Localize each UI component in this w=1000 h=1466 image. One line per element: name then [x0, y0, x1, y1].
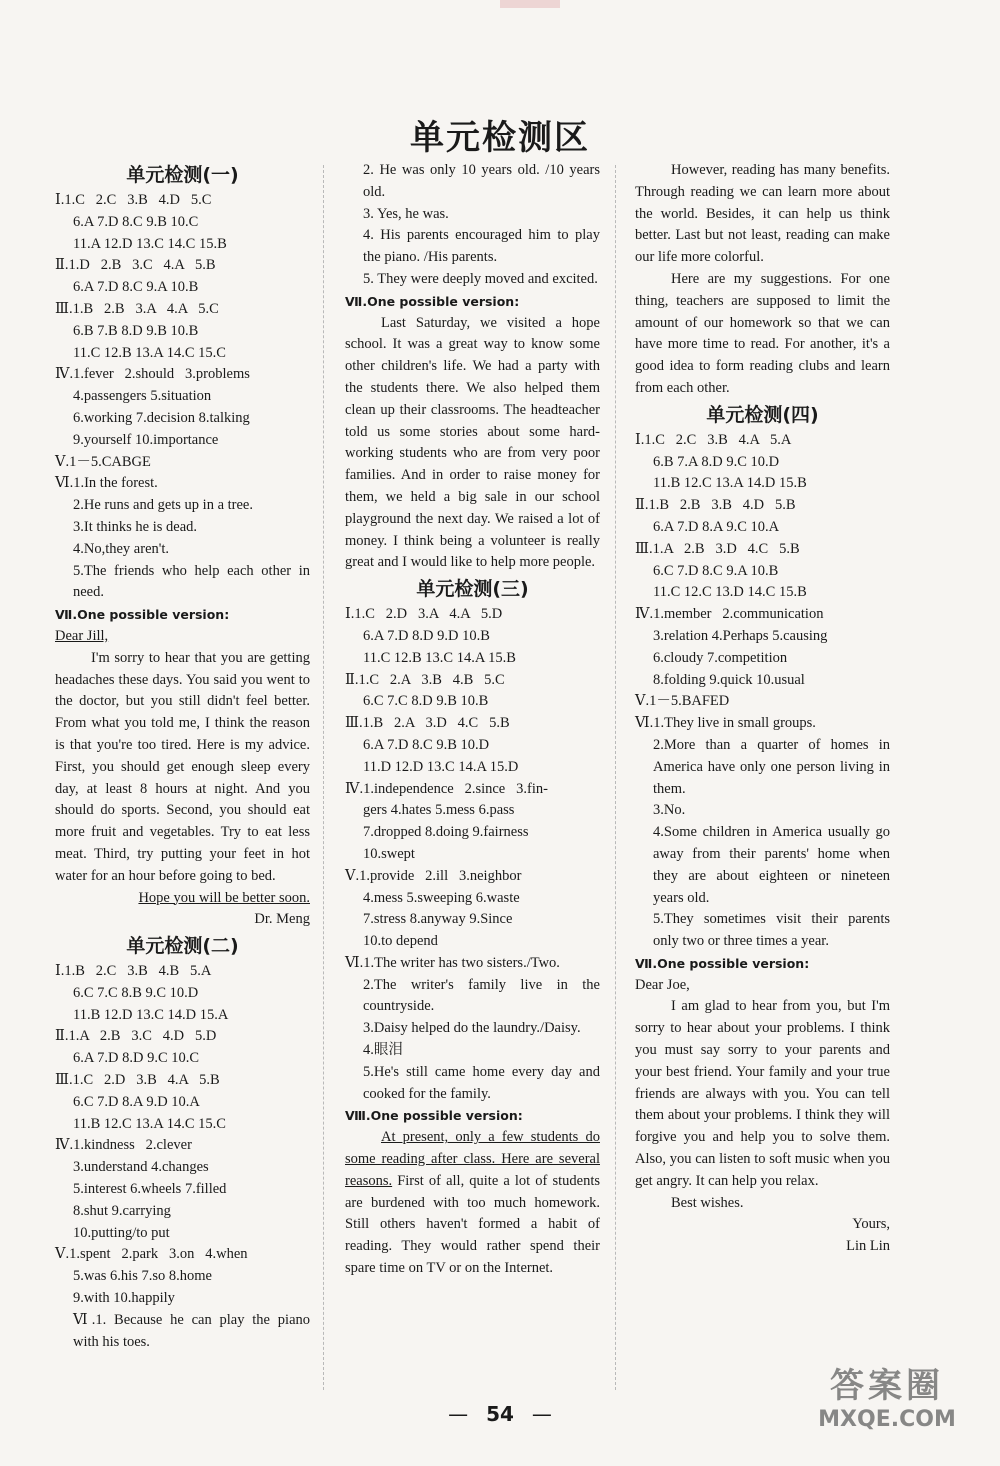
answer-line: 10.to depend — [363, 933, 438, 950]
answer-line: Ⅵ.1.In the forest. — [55, 475, 158, 492]
answer-column-3 — [635, 160, 890, 1258]
answer-line: Ⅰ.1.B 2.C 3.B 4.B 5.A — [55, 963, 212, 980]
answer-line: 6.B 7.A 8.D 9.C 10.D — [653, 453, 780, 470]
answer-line: 8.folding 9.quick 10.usual — [653, 671, 805, 688]
answer-line: Ⅴ.1－5.CABGE — [55, 453, 151, 470]
letter-closing — [55, 888, 310, 910]
answer-line: Ⅲ.1.C 2.D 3.B 4.A 5.B — [55, 1072, 220, 1089]
answer-line: 7.stress 8.anyway 9.Since — [363, 911, 513, 928]
version-label: Ⅶ.One possible version: — [345, 293, 520, 309]
letter-signoff: Dr. Meng — [254, 911, 310, 928]
answer-line: Ⅲ.1.B 2.A 3.D 4.C 5.B — [345, 715, 510, 732]
answer-line: 2.More than a quarter of homes in America have only one person living in them. — [653, 736, 890, 797]
answer-line: 6.C 7.C 8.D 9.B 10.B — [363, 693, 489, 710]
answer-line: 4. His parents encouraged him to play the piano. /His parents. — [363, 227, 600, 266]
answer-line: Ⅴ.1－5.BAFED — [635, 693, 730, 710]
column-divider-left — [323, 165, 324, 1390]
answer-line: 3. Yes, he was. — [363, 205, 449, 222]
answer-line: 9.with 10.happily — [73, 1290, 175, 1307]
answer-line: 2.He runs and gets up in a tree. — [73, 497, 253, 514]
answer-line: 11.C 12.C 13.D 14.C 15.B — [653, 584, 807, 601]
answer-line: 4.No,they aren't. — [73, 540, 170, 557]
answer-line: Ⅵ.1.They live in small groups. — [635, 715, 816, 732]
answer-line: 6.A 7.D 8.C 9.B 10.D — [363, 736, 490, 753]
answer-line: 10.putting/to put — [73, 1224, 170, 1241]
answer-line: 6.A 7.D 8.D 9.D 10.B — [363, 627, 490, 644]
letter-salutation: Dear Joe, — [635, 976, 690, 993]
answer-line: 5.The friends who help each other in need. — [73, 562, 310, 601]
answer-line: Ⅰ.1.C 2.C 3.B 4.D 5.C — [55, 192, 212, 208]
answer-line: 6.C 7.D 8.C 9.A 10.B — [653, 562, 779, 579]
answer-line: 4.眼泪 — [363, 1042, 403, 1059]
answer-line: 11.C 12.B 13.A 14.C 15.C — [73, 344, 226, 361]
letter-salutation: Dear Jill, — [55, 627, 109, 644]
answer-line: Ⅱ.1.C 2.A 3.B 4.B 5.C — [345, 671, 505, 688]
answer-line: 6.C 7.D 8.A 9.D 10.A — [73, 1093, 200, 1110]
answer-line: Ⅴ.1.provide 2.ill 3.neighbor — [345, 867, 522, 884]
answer-line: 4.passengers 5.situation — [73, 388, 212, 405]
answer-line: 11.D 12.D 13.C 14.A 15.D — [363, 758, 519, 775]
answer-line: 3.relation 4.Perhaps 5.causing — [653, 627, 828, 644]
answer-line: Ⅱ.1.B 2.B 3.B 4.D 5.B — [635, 497, 796, 514]
closing-text: Hope you will be better soon. — [138, 889, 310, 906]
answer-line: 6.A 7.D 8.D 9.C 10.C — [73, 1050, 200, 1067]
answer-line: 6.cloudy 7.competition — [653, 649, 788, 666]
page-number-value: 54 — [486, 1402, 514, 1426]
answer-line: 6.A 7.D 8.A 9.C 10.A — [653, 518, 780, 535]
answer-line: Ⅳ.1.kindness 2.clever — [55, 1137, 192, 1154]
answer-line: Ⅳ.1.member 2.communication — [635, 606, 824, 623]
answer-line: Ⅰ.1.C 2.D 3.A 4.A 5.D — [345, 606, 503, 623]
answer-line: Ⅵ.1. Because he can play the piano with his toes. — [73, 1311, 310, 1350]
answer-line: 4.Some children in America usually go away from their parents' home when they are about eighteen or nineteen years old. — [653, 824, 890, 906]
paragraph: Last Saturday, we visited a hope school. It was a great way to know some other children's life. We had a party with the students there. We also helped them clean up their classrooms. The headteacher told us some stories about some hard-working students who are from very poor families. And in order to raise money for them, we held a big sale in our school playground the next day. We raised a lot of money. I think being a volunteer is really great and I would like to help more people. — [345, 314, 600, 571]
page-title: 单元检测区 — [410, 118, 590, 158]
answer-line: Ⅰ.1.C 2.C 3.B 4.A 5.A — [635, 431, 792, 448]
paragraph: However, reading has many benefits. Through reading we can learn more about the world. Besides, it can help us think better. Last but not least, reading can make our life more colorful. — [635, 162, 890, 266]
answer-line: gers 4.hates 5.mess 6.pass — [363, 802, 515, 819]
answer-column-1 — [55, 160, 310, 1353]
answer-line: 5. They were deeply moved and excited. — [363, 270, 598, 287]
answer-line: 6.A 7.D 8.C 9.A 10.B — [73, 279, 199, 296]
answer-line: 8.shut 9.carrying — [73, 1202, 171, 1219]
watermark-logo — [792, 1358, 982, 1448]
answer-line: 9.yourself 10.importance — [73, 431, 219, 448]
answer-line: Ⅲ.1.A 2.B 3.D 4.C 5.B — [635, 540, 800, 557]
paragraph: I'm sorry to hear that you are getting headaches these days. You said you went to the doctor, but you still didn't feel better. From what you told me, I think the reason is that you're too tired. Here is my advice. First, you should get enough sleep every day, at least 8 hours at night. And you should do sports. Second, you should eat more fruit and vegetables. Try to eat less meat. Third, try putting your feet in hot water for an hour before going to bed. — [55, 649, 310, 884]
answer-line: Ⅲ.1.B 2.B 3.A 4.A 5.C — [55, 300, 219, 317]
section-heading: 单元检测(一) — [126, 164, 239, 186]
answer-line: 2. He was only 10 years old. /10 years old. — [363, 162, 600, 200]
paragraph-text: First of all, quite a lot of students are burdened with too much homework. Still others haven't formed a habit of reading. They would rather spend their spare time on TV or on the Internet. — [345, 1172, 600, 1277]
answer-line: 6.B 7.B 8.D 9.B 10.B — [73, 322, 199, 339]
answer-line: 11.B 12.C 13.A 14.D 15.B — [653, 475, 807, 492]
answer-line: 11.A 12.D 13.C 14.C 15.B — [73, 235, 227, 252]
page-number-dash: — — [531, 1402, 552, 1426]
version-label: Ⅶ.One possible version: — [55, 607, 230, 623]
version-label: Ⅶ.One possible version: — [635, 955, 810, 971]
paragraph — [345, 1127, 600, 1280]
answer-line: 3.understand 4.changes — [73, 1159, 209, 1176]
letter-signoff: Yours, — [852, 1216, 890, 1233]
answer-line: 6.A 7.D 8.C 9.B 10.C — [73, 213, 199, 230]
answer-line: 11.B 12.D 13.C 14.D 15.A — [73, 1006, 229, 1023]
answer-line: 3.Daisy helped do the laundry./Daisy. — [363, 1020, 581, 1037]
answer-line: Ⅵ.1.The writer has two sisters./Two. — [345, 954, 560, 971]
top-stamp-mark — [500, 0, 560, 8]
answer-line: 6.working 7.decision 8.talking — [73, 409, 250, 426]
section-heading: 单元检测(四) — [706, 403, 819, 426]
answer-line: Ⅴ.1.spent 2.park 3.on 4.when — [55, 1246, 248, 1263]
answer-line: 3.It thinks he is dead. — [73, 518, 198, 535]
answer-line: 4.mess 5.sweeping 6.waste — [363, 889, 520, 906]
answer-line: 10.swept — [363, 845, 415, 862]
column-divider-right — [615, 165, 616, 1390]
answer-column-2 — [345, 160, 600, 1280]
answer-line: 7.dropped 8.doing 9.fairness — [363, 824, 529, 841]
answer-line: 5.interest 6.wheels 7.filled — [73, 1181, 227, 1198]
paragraph: Best wishes. — [671, 1194, 744, 1211]
answer-line: 3.No. — [653, 802, 686, 819]
answer-line: 5.was 6.his 7.so 8.home — [73, 1268, 212, 1285]
watermark-bottom: MXQE.COM — [818, 1407, 956, 1432]
answer-line: 5.They sometimes visit their parents only two or three times a year. — [653, 911, 890, 950]
watermark-top: 答案圈 — [830, 1366, 944, 1406]
section-heading: 单元检测(二) — [126, 935, 239, 958]
answer-line: Ⅱ.1.D 2.B 3.C 4.A 5.B — [55, 257, 216, 274]
version-label: Ⅷ.One possible version: — [345, 1108, 523, 1124]
letter-signoff: Lin Lin — [846, 1238, 890, 1255]
answer-line: 11.B 12.C 13.A 14.C 15.C — [73, 1115, 226, 1132]
answer-line: 11.C 12.B 13.C 14.A 15.B — [363, 649, 516, 666]
answer-line: Ⅱ.1.A 2.B 3.C 4.D 5.D — [55, 1028, 217, 1045]
answer-line: 6.C 7.C 8.B 9.C 10.D — [73, 984, 199, 1001]
answer-line: 2.The writer's family live in the countryside. — [363, 976, 600, 1015]
answer-line: 5.He's still came home every day and cooked for the family. — [363, 1063, 600, 1102]
underlined-text: At present, only a few students do some reading after class. Here are several reasons. — [345, 1129, 600, 1189]
paragraph: I am glad to hear from you, but I'm sorry to hear about your problems. I think you must say sorry to your parents and your best friend. Your family and your true friends are always with you. You can tell them about your problems. I think they will forgive you and help you to solve them. Also, you can listen to soft music when you get angry. It can help you relax. — [635, 998, 890, 1189]
answer-line: Ⅳ.1.independence 2.since 3.fin- — [345, 780, 548, 797]
page-number-dash: — — [448, 1402, 469, 1426]
answer-line: Ⅳ.1.fever 2.should 3.problems — [55, 366, 250, 383]
paragraph: Here are my suggestions. For one thing, teachers are supposed to limit the amount of our homework so that we can have more time to read. For another, it's a good idea to form reading clubs and learn from each other. — [635, 270, 890, 396]
section-heading: 单元检测(三) — [416, 578, 529, 601]
